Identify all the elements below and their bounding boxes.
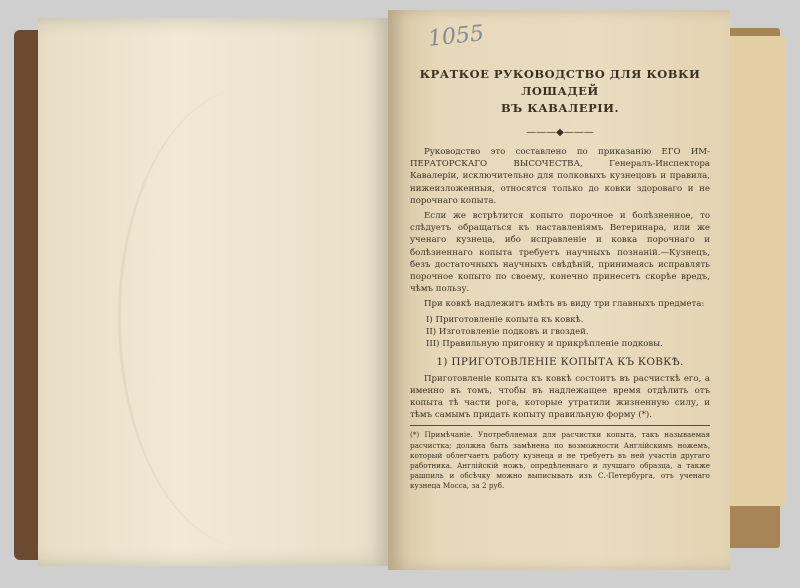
list-item: II) Изготовленіе подковъ и гвоздей. [426, 326, 589, 337]
section-paragraph: Приготовленіе копыта къ ковкѣ состоитъ въ расчисткѣ его, а именно въ томъ, чтобы въ надлежащее время отдѣлить отъ копыта тѣ части рога, которые утратили жизненную силу, и тѣмъ самымъ придать копыту правильную форму (*). [410, 373, 710, 421]
title-line-2: ВЪ КАВАЛЕРІИ. [501, 101, 619, 115]
subject-list [426, 314, 710, 350]
page-content [410, 66, 710, 492]
footnote-rule [410, 425, 710, 426]
title-ornament: ———◆——— [526, 127, 594, 138]
handwritten-inscription: 1055 [426, 21, 486, 52]
left-page [38, 18, 390, 566]
inserted-sheet [724, 36, 786, 506]
list-item: I) Приготовленіе копыта къ ковкѣ. [426, 314, 584, 325]
footnote: (*) Примѣчаніе. Употребляемая для расчистки копыта, такъ называемая расчистка; должна быть замѣнена по возможности Англійскимъ ножемъ, который облегчаетъ работу кузнеца и не требуетъ въ ней участія другаго работника. Англійскій ножъ, опредѣленнаго и лучшаго образца, а также рашпиль и обсѣчку можно выписывать изъ С.-Петербурга, отъ ученаго кузнеца Мосса, за 2 руб. [410, 430, 710, 491]
title-line-1: КРАТКОЕ РУКОВОДСТВО ДЛЯ КОВКИ ЛОШАДЕЙ [419, 67, 701, 98]
bleed-through-illustration [118, 88, 381, 548]
paragraph-2: Если же встрѣтится копыто порочное и болѣзненное, то слѣдуетъ обращаться къ наставленіямъ Ветеринара, или же ученаго кузнеца, ибо исправленіе и ковка порочнаго и болѣзненнаго копыта требуетъ научныхъ познаній.—Кузнецъ, безъ достаточныхъ научныхъ свѣдѣній, принимаясь исправлять порочное копыто по своему, конечно принесетъ скорѣе вредъ, чѣмъ пользу. [410, 211, 710, 295]
right-page [388, 10, 730, 570]
section-title: 1) ПРИГОТОВЛЕНІЕ КОПЫТА КЪ КОВКѢ. [436, 355, 684, 368]
paragraph-1: Руководство это составлено по приказанію ЕГО ИМ-ПЕРАТОРСКАГО ВЫСОЧЕСТВА, Генералъ-Инспектора Кавалеріи, исключительно для полковыхъ кузнецовъ и правила, нижеизложенныя, относятся только до ковки здороваго и не порочнаго копыта. [410, 147, 710, 206]
paragraph-3: При ковкѣ надлежитъ имѣть въ виду три главныхъ предмета: [424, 299, 705, 310]
list-item: III) Правильную пригонку и прикрѣпленіе подковы. [426, 338, 663, 349]
